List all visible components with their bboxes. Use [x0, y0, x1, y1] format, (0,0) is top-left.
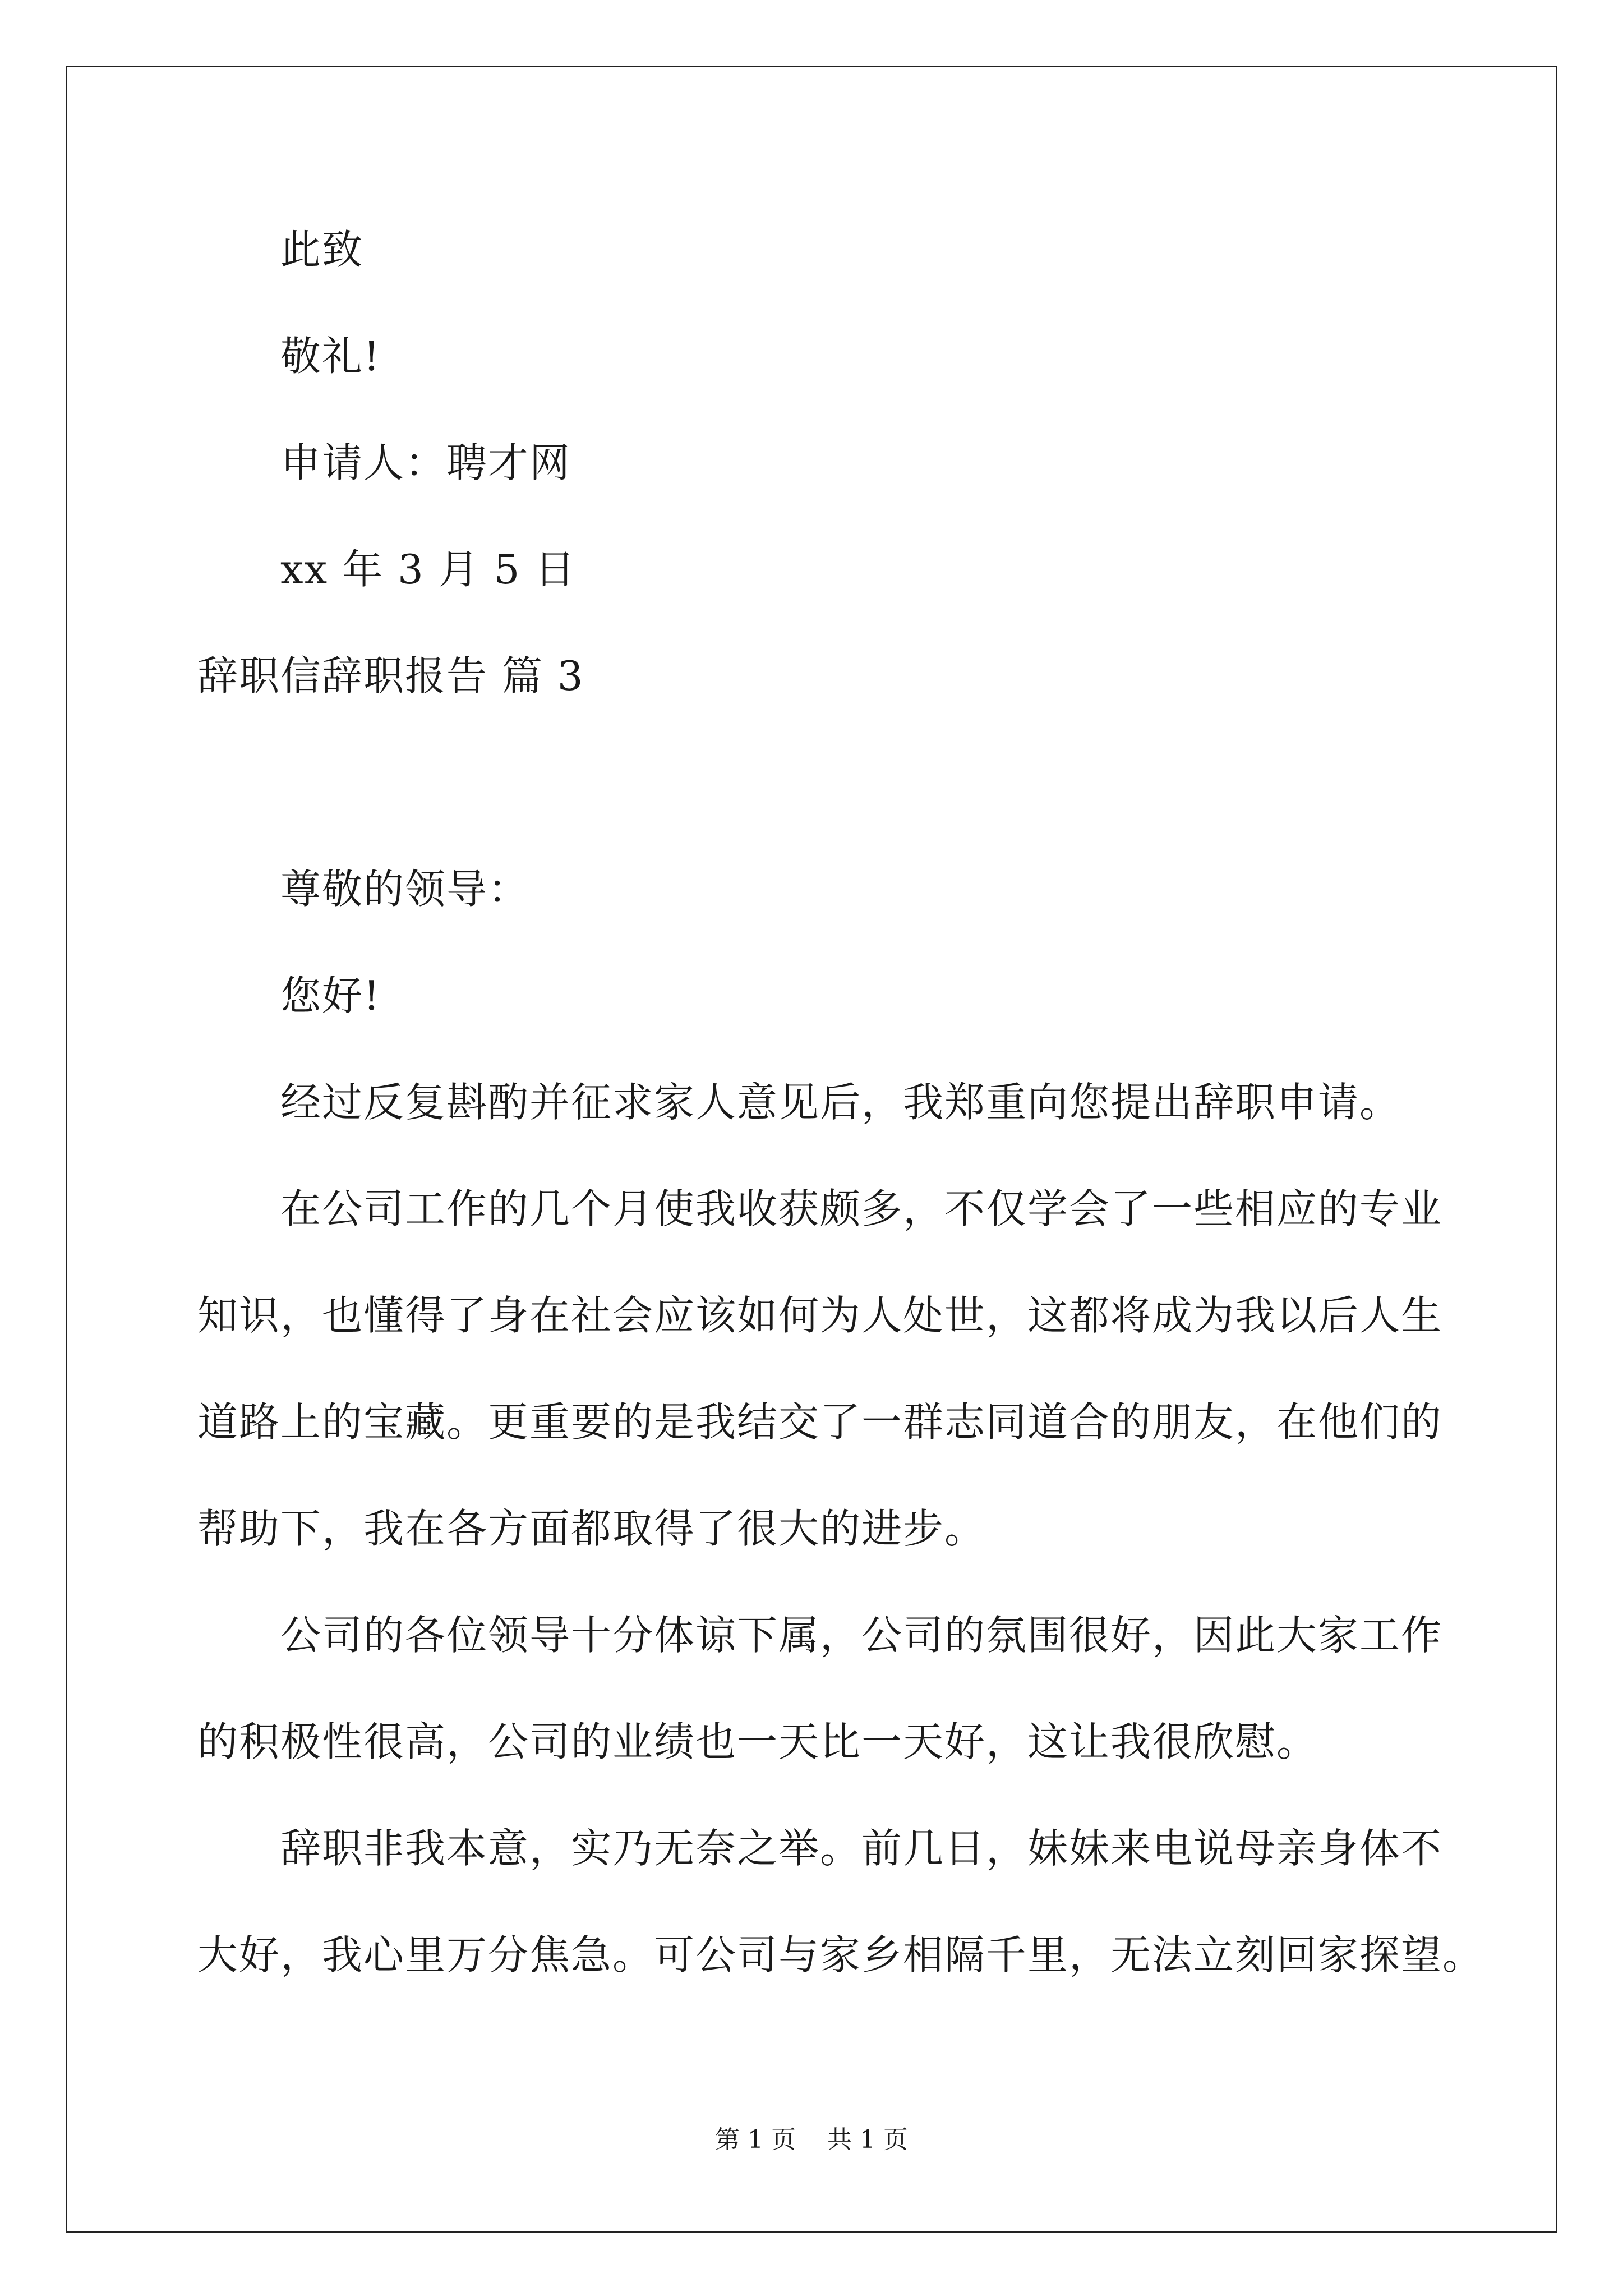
letter-date: xx 年 3 月 5 日 — [280, 546, 577, 593]
closing-regards: 敬礼! — [280, 333, 381, 380]
closing-salutation: 此致 — [280, 226, 364, 273]
page-border — [66, 66, 1557, 2233]
applicant-signature: 申请人：聘才网 — [280, 439, 571, 486]
page-number-footer: 第 1 页 共 1 页 — [715, 2125, 908, 2154]
paragraph-2-line: 知识，也懂得了身在社会应该如何为人处世，这都将成为我以后人生 — [197, 1292, 1443, 1339]
paragraph-3-line: 公司的各位领导十分体谅下属，公司的氛围很好，因此大家工作 — [280, 1612, 1443, 1659]
letter-greeting: 尊敬的领导： — [280, 866, 530, 913]
paragraph-1: 经过反复斟酌并征求家人意见后，我郑重向您提出辞职申请。 — [280, 1079, 1401, 1126]
paragraph-2-line: 在公司工作的几个月使我收获颇多，不仅学会了一些相应的专业 — [280, 1185, 1443, 1232]
paragraph-4-line: 大好，我心里万分焦急。可公司与家乡相隔千里，无法立刻回家探望。 — [197, 1931, 1484, 1978]
paragraph-2-line: 帮助下，我在各方面都取得了很大的进步。 — [197, 1505, 986, 1552]
section-title: 辞职信辞职报告 篇 3 — [197, 652, 584, 700]
paragraph-2-line: 道路上的宝藏。更重要的是我结交了一群志同道合的朋友，在他们的 — [197, 1398, 1443, 1446]
letter-hello: 您好! — [280, 972, 381, 1019]
paragraph-4-line: 辞职非我本意，实乃无奈之举。前几日，妹妹来电说母亲身体不 — [280, 1825, 1443, 1872]
paragraph-3-line: 的积极性很高，公司的业绩也一天比一天好，这让我很欣慰。 — [197, 1718, 1318, 1765]
